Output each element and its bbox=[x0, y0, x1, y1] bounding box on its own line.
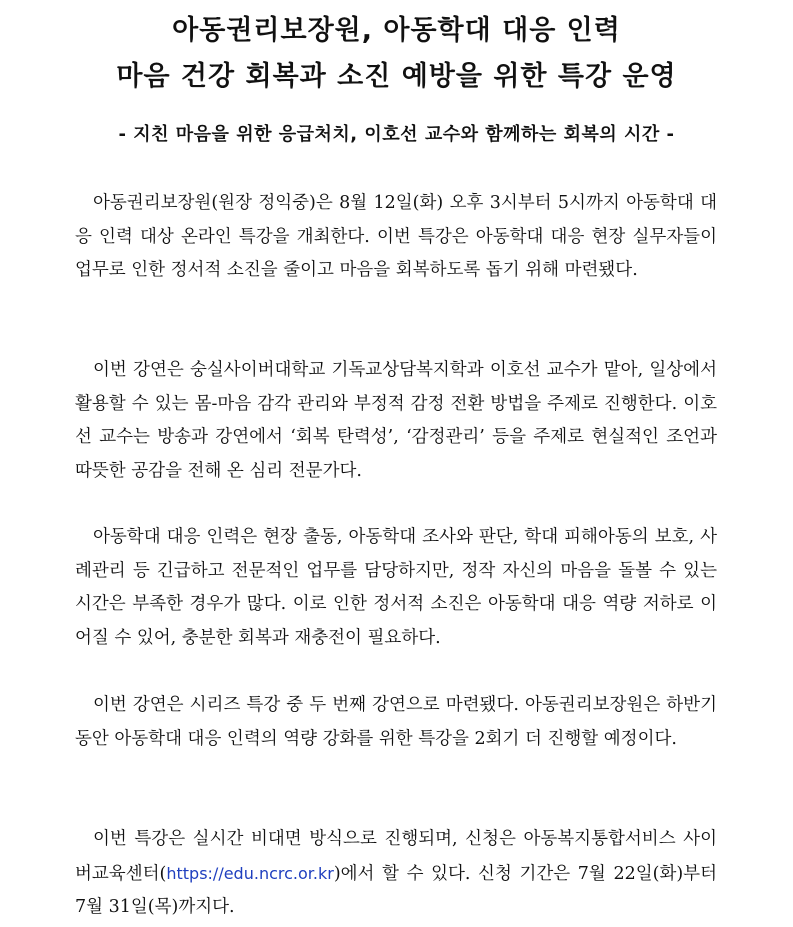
paragraph-5-text-end: )에서 할 수 있다. 신청 기간은 7월 22일(화)부터 7월 31일(목)까지다. bbox=[75, 863, 717, 918]
paragraph-2: 이번 강연은 숭실사이버대학교 기독교상담복지학과 이호선 교수가 맡아, 일상에서 활용할 수 있는 몸-마음 감각 관리와 부정적 감정 전환 방법을 주제로 진행한다. 이호선 교수는 방송과 강연에서 ‘회복 탄력성’, ‘감정관리’ 등을 주제로 현실적인 조언과 따뜻한 공감을 전해 온 심리 전문가다. bbox=[75, 360, 717, 481]
education-center-link[interactable]: https://edu.ncrc.or.kr bbox=[166, 863, 334, 883]
paragraph-3: 아동학대 대응 인력은 현장 출동, 아동학대 조사와 판단, 학대 피해아동의 보호, 사례관리 등 긴급하고 전문적인 업무를 담당하지만, 정작 자신의 마음을 돌볼 수 있는 시간은 부족한 경우가 많다. 이로 인한 정서적 소진은 아동학대 대응 역량 저하로 이어질 수 있어, 충분한 회복과 재충전이 필요하다. bbox=[75, 527, 717, 648]
subheadline: - 지친 마음을 위한 응급처치, 이호선 교수와 함께하는 회복의 시간 - bbox=[118, 124, 675, 145]
headline-line-1: 아동권리보장원, 아동학대 대응 인력 bbox=[172, 15, 621, 46]
paragraph-4: 이번 강연은 시리즈 특강 중 두 번째 강연으로 마련됐다. 아동권리보장원은 하반기 동안 아동학대 대응 인력의 역량 강화를 위한 특강을 2회기 더 진행할 예정이다. bbox=[75, 695, 717, 749]
paragraph-5 bbox=[75, 823, 717, 925]
headline-line-2: 마음 건강 회복과 소진 예방을 위한 특강 운영 bbox=[116, 61, 677, 92]
paragraph-5-text-start: 이번 특강은 실시간 비대면 방식으로 진행되며, 신청은 아동복지통합서비스 사이버교육센터( bbox=[75, 829, 717, 884]
paragraph-1: 아동권리보장원(원장 정익중)은 8월 12일(화) 오후 3시부터 5시까지 아동학대 대응 인력 대상 온라인 특강을 개최한다. 이번 특강은 아동학대 대응 현장 실무자들이 업무로 인한 정서적 소진을 줄이고 마음을 회복하도록 돕기 위해 마련됐다. bbox=[75, 193, 717, 281]
